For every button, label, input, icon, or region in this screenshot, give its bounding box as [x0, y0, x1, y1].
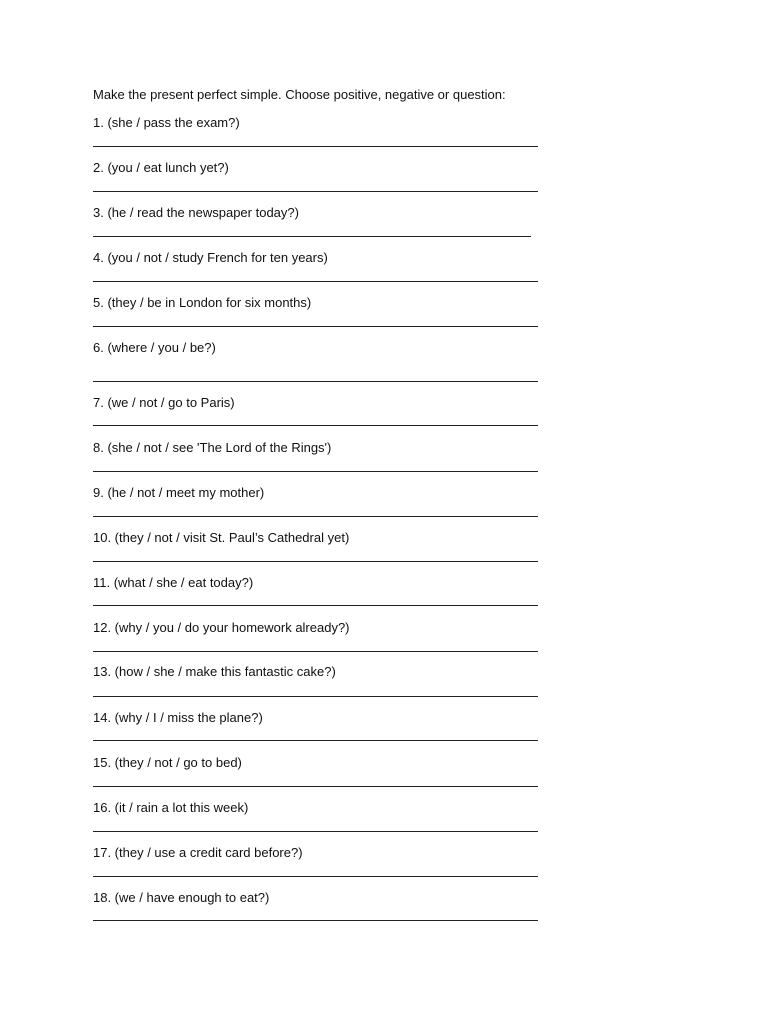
- answer-line[interactable]: [93, 740, 538, 741]
- answer-line[interactable]: [93, 786, 538, 787]
- exercise-prompt: 3. (he / read the newspaper today?): [93, 205, 299, 220]
- answer-line[interactable]: [93, 876, 538, 877]
- exercise-prompt: 17. (they / use a credit card before?): [93, 845, 303, 860]
- exercise-prompt: 2. (you / eat lunch yet?): [93, 160, 229, 175]
- answer-line[interactable]: [93, 281, 538, 282]
- answer-line[interactable]: [93, 471, 538, 472]
- answer-line[interactable]: [93, 605, 538, 606]
- answer-line[interactable]: [93, 425, 538, 426]
- exercise-prompt: 6. (where / you / be?): [93, 340, 216, 355]
- answer-line[interactable]: [93, 696, 538, 697]
- answer-line[interactable]: [93, 651, 538, 652]
- exercise-prompt: 7. (we / not / go to Paris): [93, 395, 235, 410]
- answer-line[interactable]: [93, 831, 538, 832]
- exercise-prompt: 13. (how / she / make this fantastic cake?): [93, 664, 336, 679]
- exercise-prompt: 8. (she / not / see 'The Lord of the Rings'): [93, 440, 332, 455]
- answer-line[interactable]: [93, 326, 538, 327]
- exercise-prompt: 10. (they / not / visit St. Paul’s Cathedral yet): [93, 530, 350, 545]
- exercise-prompt: 18. (we / have enough to eat?): [93, 890, 270, 905]
- instruction-text: Make the present perfect simple. Choose positive, negative or question:: [93, 87, 506, 102]
- exercise-prompt: 11. (what / she / eat today?): [93, 575, 254, 590]
- answer-line[interactable]: [93, 516, 538, 517]
- answer-line[interactable]: [93, 561, 538, 562]
- exercise-prompt: 9. (he / not / meet my mother): [93, 485, 265, 500]
- answer-line[interactable]: [93, 146, 538, 147]
- exercise-prompt: 15. (they / not / go to bed): [93, 755, 242, 770]
- answer-line[interactable]: [93, 920, 538, 921]
- exercise-prompt: 14. (why / I / miss the plane?): [93, 710, 263, 725]
- answer-line[interactable]: [93, 381, 538, 382]
- exercise-prompt: 4. (you / not / study French for ten years): [93, 250, 328, 265]
- exercise-prompt: 12. (why / you / do your homework already?): [93, 620, 350, 635]
- exercise-prompt: 16. (it / rain a lot this week): [93, 800, 249, 815]
- answer-line[interactable]: [93, 191, 538, 192]
- exercise-prompt: 1. (she / pass the exam?): [93, 115, 240, 130]
- answer-line[interactable]: [93, 236, 531, 237]
- exercise-prompt: 5. (they / be in London for six months): [93, 295, 312, 310]
